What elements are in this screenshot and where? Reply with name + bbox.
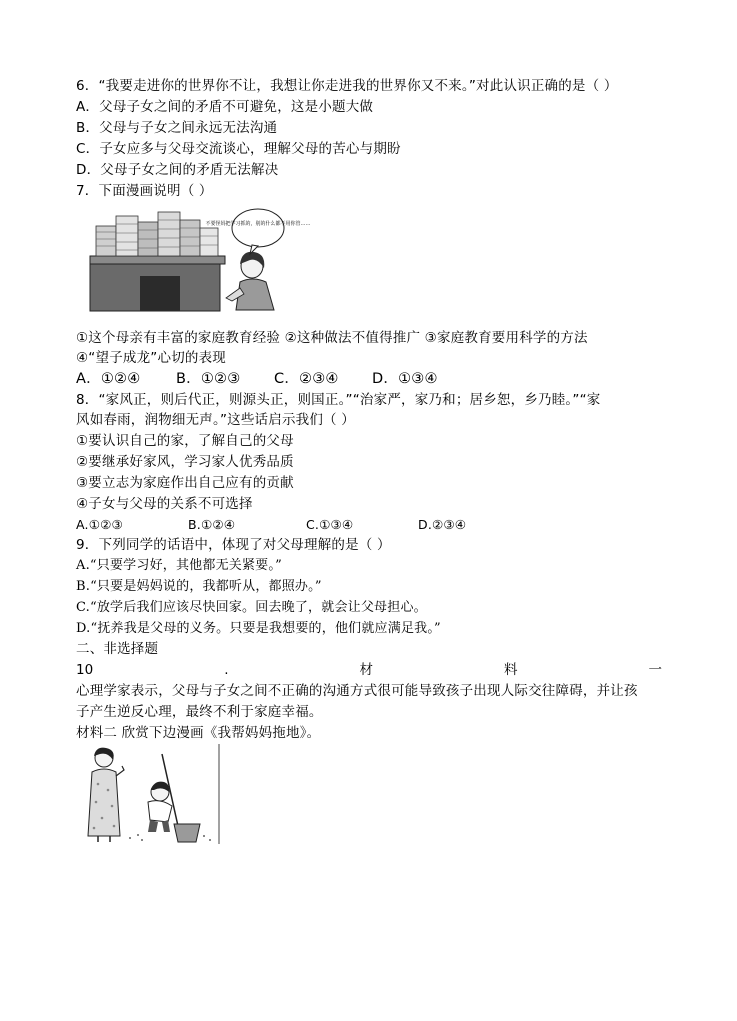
q8-stem-line1: 8．“家风正，则后代正，则源头正，则国正。”“治家严，家乃和；居乡恕，乡乃睦。”“家	[76, 392, 601, 408]
q9-option-d: D.“抚养我是父母的义务。只要是我想要的，他们就应满足我。”	[76, 621, 441, 636]
q7-cartoon-bubble-text: 不要怪妈把学习抓的，别的什么都不用你管……	[205, 221, 311, 227]
q10-material2: 材料二 欣赏下边漫画《我帮妈妈拖地》。	[76, 725, 321, 741]
q7-option-d: D．①③④	[372, 371, 438, 387]
q7-option-c: C．②③④	[274, 371, 339, 387]
q10-word-yi: 一	[648, 662, 662, 678]
q9-option-b: B.“只要是妈妈说的，我都听从，都照办。”	[76, 579, 322, 594]
q8-option-a: A.①②③	[76, 517, 123, 532]
q6-option-a: A．父母子女之间的矛盾不可避免，这是小题大做	[76, 99, 374, 115]
q8-option-c: C.①③④	[306, 517, 354, 532]
q6-stem: 6．“我要走进你的世界你不让，我想让你走进我的世界你又不来。”对此认识正确的是（ ）	[76, 78, 618, 94]
q6-option-b: B．父母与子女之间永远无法沟通	[76, 120, 278, 136]
q7-option-a: A．①②④	[76, 371, 141, 387]
q10-line1	[76, 660, 662, 680]
q10-word-cai: 材	[359, 662, 373, 678]
q7-option-b: B．①②③	[176, 371, 241, 387]
q10-material1-line2: 子产生逆反心理，最终不利于家庭幸福。	[76, 704, 323, 720]
q8-option-b: B.①②④	[188, 517, 236, 532]
q10-cartoon-image	[76, 744, 221, 844]
q7-stem: 7．下面漫画说明（ ）	[76, 183, 213, 199]
q8-stem-line2: 风如春雨，润物细无声。”这些话启示我们（ ）	[76, 412, 355, 428]
q7-options-row	[76, 369, 438, 389]
q8-statement-2: ②要继承好家风，学习家人优秀品质	[76, 454, 294, 470]
q8-statement-3: ③要立志为家庭作出自己应有的贡献	[76, 475, 294, 491]
q8-statement-4: ④子女与父母的关系不可选择	[76, 496, 253, 512]
q8-statement-1: ①要认识自己的家，了解自己的父母	[76, 433, 294, 449]
q9-stem: 9．下列同学的话语中，体现了对父母理解的是（ ）	[76, 537, 391, 553]
q8-options-row	[76, 515, 466, 535]
q10-material1-line1: 心理学家表示，父母与子女之间不正确的沟通方式很可能导致孩子出现人际交往障碍，并让孩	[76, 683, 638, 699]
q9-option-a: A.“只要学习好，其他都无关紧要。”	[76, 558, 282, 573]
q7-statements-line2: ④“望子成龙”心切的表现	[76, 350, 226, 366]
q9-option-c: C.“放学后我们应该尽快回家。回去晚了，就会让父母担心。	[76, 600, 427, 615]
q7-cartoon-image	[80, 206, 311, 314]
q10-dot: .	[224, 662, 229, 678]
q8-option-d: D.②③④	[418, 517, 467, 532]
section-title: 二、非选择题	[76, 641, 159, 657]
q6-option-d: D．父母子女之间的矛盾无法解决	[76, 162, 279, 178]
q10-number: 10	[76, 662, 94, 678]
q7-statements-line1: ①这个母亲有丰富的家庭教育经验 ②这种做法不值得推广 ③家庭教育要用科学的方法	[76, 330, 588, 346]
q6-option-c: C．子女应多与父母交流谈心，理解父母的苦心与期盼	[76, 141, 401, 157]
q10-word-liao: 料	[503, 662, 518, 678]
